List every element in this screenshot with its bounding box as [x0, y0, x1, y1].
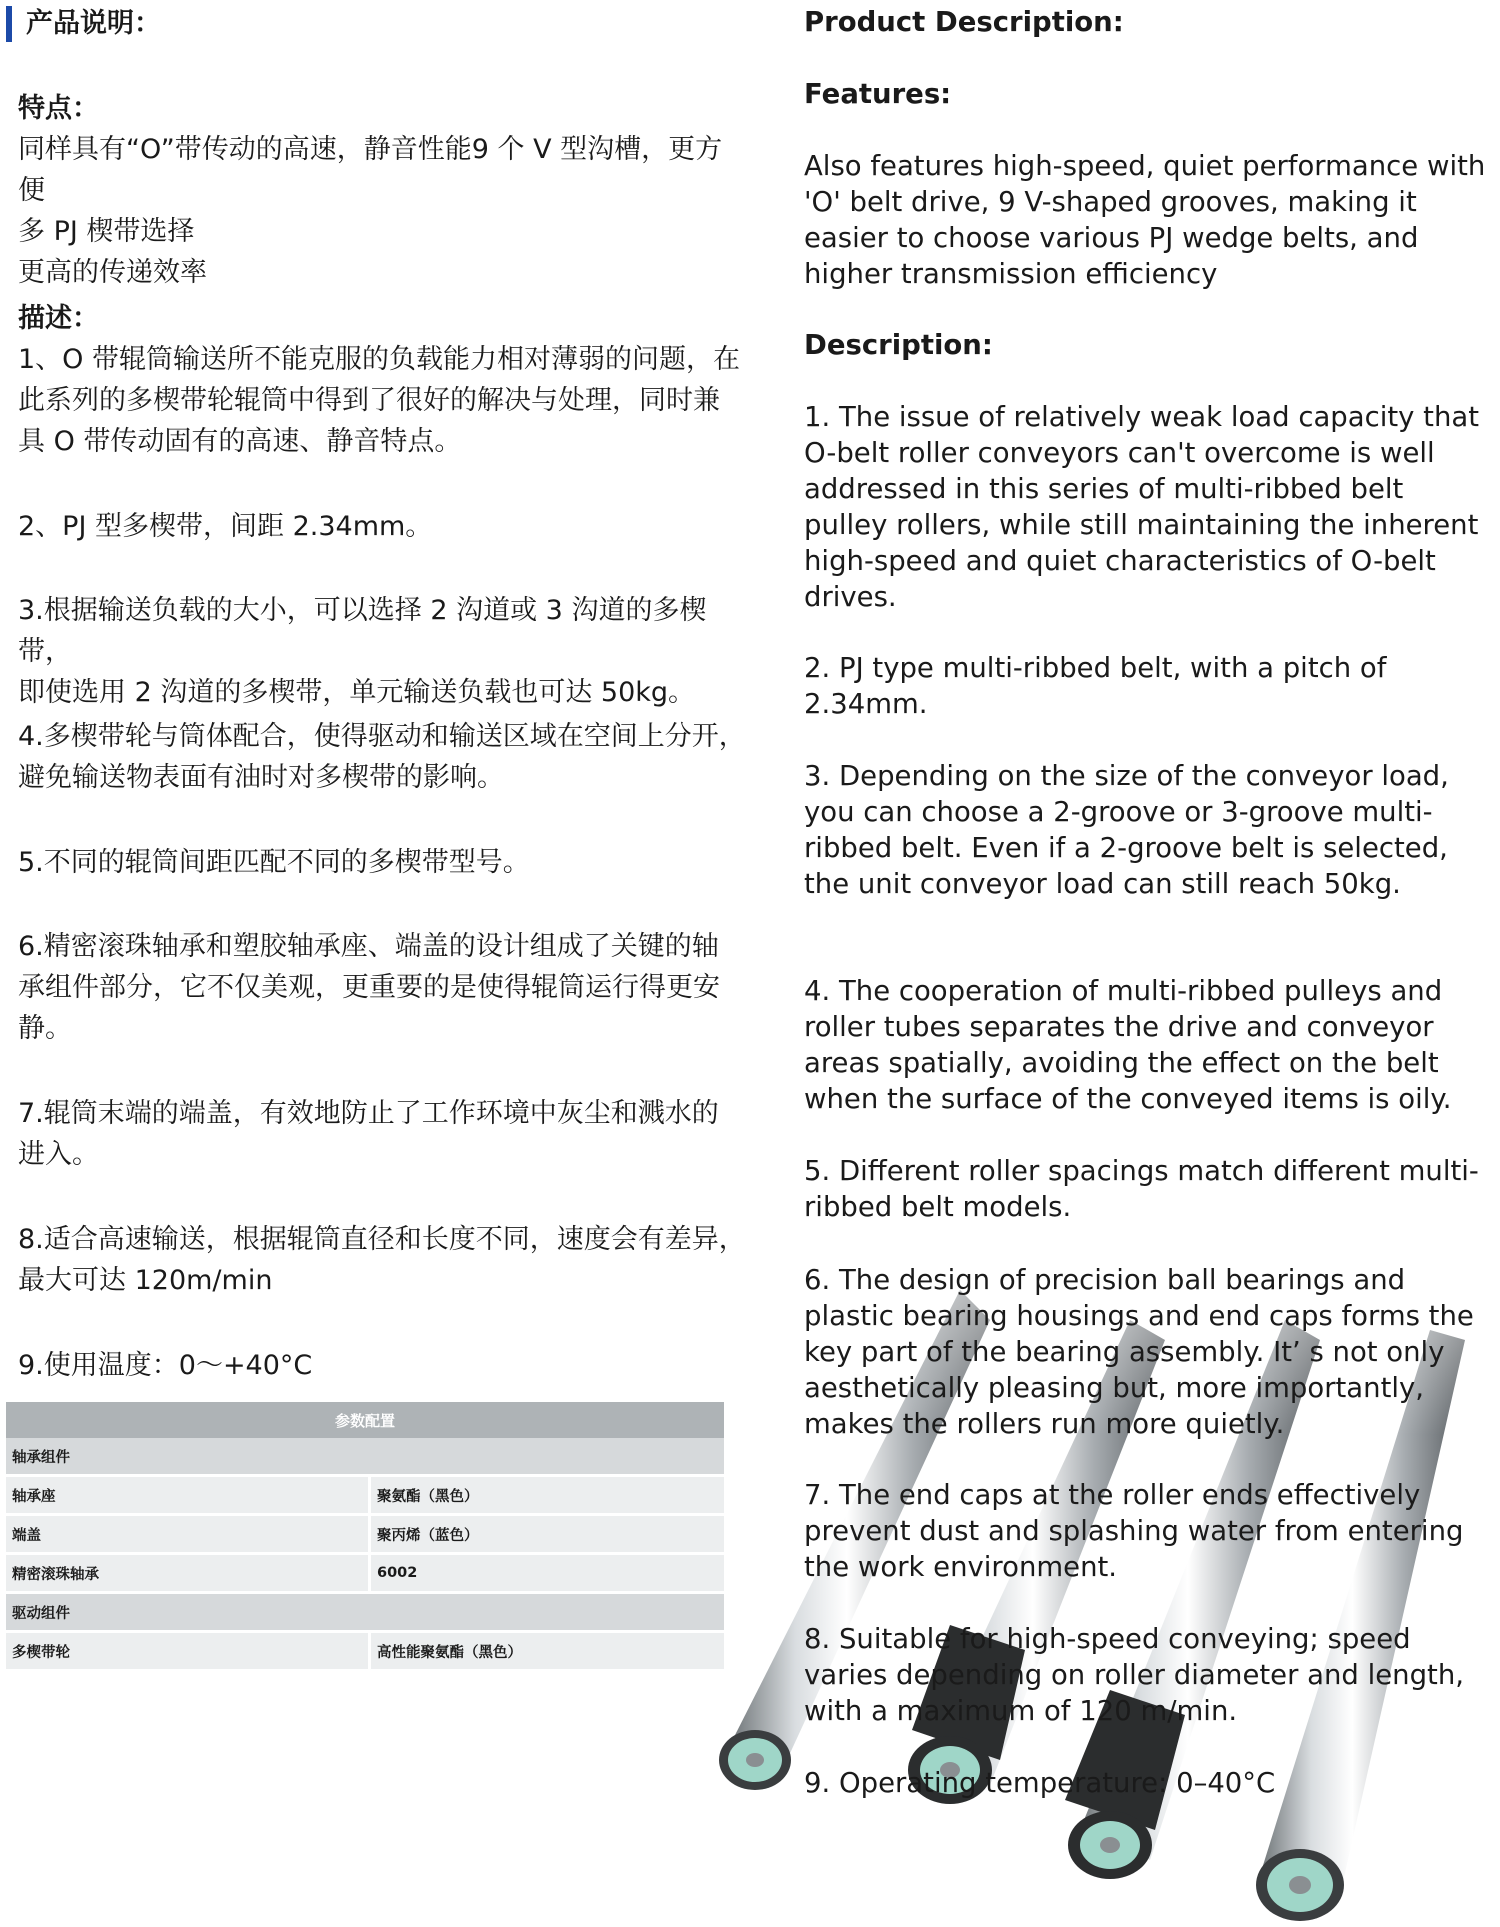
- cn-item-line: 6.精密滚珠轴承和塑胶轴承座、端盖的设计组成了关键的轴: [18, 931, 719, 962]
- table-row: [6, 1632, 724, 1671]
- en-item-1: 1. The issue of relatively weak load capacity that O-belt roller conveyors can't overcome is well addressed in this series of multi-ribbed belt pulley rollers, while still maintaining the inherent high-speed and quiet characteristics of O-belt drives.: [804, 401, 1480, 613]
- cn-features: [18, 88, 748, 293]
- cn-item-line: 静。: [18, 1013, 72, 1044]
- cn-item-line: 具 O 带传动固有的高速、静音特点。: [18, 426, 462, 457]
- cn-item-line: 2、PJ 型多楔带，间距 2.34mm。: [18, 511, 433, 542]
- cn-item-8: [18, 1219, 748, 1301]
- cn-desc-title-block: [18, 298, 748, 339]
- en-features-text: Also features high-speed, quiet performance with 'O' belt drive, 9 V-shaped grooves, making it easier to choose various PJ wedge belts, and higher transmission efficiency: [804, 150, 1486, 290]
- cn-desc-title: 描述：: [18, 303, 99, 334]
- cn-item-3: [18, 590, 748, 713]
- table-row: [6, 1554, 724, 1593]
- param-value: 6002: [370, 1554, 725, 1593]
- cn-heading: 产品说明：: [6, 6, 161, 42]
- cn-item-line: 9.使用温度：0～+40°C: [18, 1350, 313, 1381]
- cn-item-5: [18, 842, 748, 883]
- group-bearing: 轴承组件: [6, 1438, 724, 1476]
- en-desc-title: Description:: [804, 329, 993, 361]
- table-row: [6, 1476, 724, 1515]
- en-item-7: 7. The end caps at the roller ends effectively prevent dust and splashing water from entering the work environment.: [804, 1479, 1464, 1583]
- cn-item-4: [18, 716, 748, 798]
- param-table-title: 参数配置: [6, 1402, 724, 1438]
- param-table: [6, 1402, 724, 1672]
- cn-features-title: 特点：: [18, 93, 99, 124]
- cn-item-line: 1、O 带辊筒输送所不能克服的负载能力相对薄弱的问题，在: [18, 344, 741, 375]
- cn-features-line: 更高的传递效率: [18, 257, 207, 288]
- group-drive: 驱动组件: [6, 1593, 724, 1632]
- cn-features-line: 多 PJ 楔带选择: [18, 216, 195, 247]
- cn-item-2: [18, 506, 748, 547]
- en-item-9: 9. Operating temperature: 0–40°C: [804, 1767, 1276, 1799]
- en-item-3: 3. Depending on the size of the conveyor load, you can choose a 2-groove or 3-groove multi-ribbed belt. Even if a 2-groove belt is selected, the unit conveyor load can still reach 50kg.: [804, 760, 1449, 900]
- table-row: [6, 1515, 724, 1554]
- cn-item-line: 承组件部分，它不仅美观，更重要的是使得辊筒运行得更安: [18, 972, 720, 1003]
- cn-item-line: 最大可达 120m/min: [18, 1265, 273, 1296]
- param-key: 精密滚珠轴承: [6, 1554, 370, 1593]
- cn-item-line: 避免输送物表面有油时对多楔带的影响。: [18, 762, 504, 793]
- cn-item-line: 3.根据输送负载的大小，可以选择 2 沟道或 3 沟道的多楔带，: [18, 595, 707, 667]
- en-item-6: 6. The design of precision ball bearings and plastic bearing housings and end caps forms the key part of the bearing assembly. It’ s not only aesthetically pleasing but, more importantly, makes the rollers run more quietly.: [804, 1264, 1474, 1440]
- cn-item-6: [18, 926, 748, 1049]
- en-item-8: 8. Suitable for high-speed conveying; speed varies depending on roller diameter and length, with a maximum of 120 m/min.: [804, 1623, 1465, 1727]
- cn-item-line: 即使选用 2 沟道的多楔带，单元输送负载也可达 50kg。: [18, 677, 696, 708]
- cn-item-line: 进入。: [18, 1139, 99, 1170]
- cn-item-7: [18, 1093, 748, 1175]
- param-value: 聚氨酯（黑色）: [370, 1476, 725, 1515]
- en-item-2: 2. PJ type multi-ribbed belt, with a pitch of 2.34mm.: [804, 652, 1387, 720]
- cn-item-line: 此系列的多楔带轮辊筒中得到了很好的解决与处理，同时兼: [18, 385, 720, 416]
- param-key: 端盖: [6, 1515, 370, 1554]
- en-item-4: 4. The cooperation of multi-ribbed pulleys and roller tubes separates the drive and conveyor areas spatially, avoiding the effect on the belt when the surface of the conveyed items is oily.: [804, 975, 1452, 1115]
- cn-item-line: 5.不同的辊筒间距匹配不同的多楔带型号。: [18, 847, 530, 878]
- param-key: 轴承座: [6, 1476, 370, 1515]
- cn-item-line: 8.适合高速输送，根据辊筒直径和长度不同，速度会有差异，: [18, 1224, 746, 1255]
- en-item-5: 5. Different roller spacings match different multi-ribbed belt models.: [804, 1155, 1479, 1223]
- en-heading: Product Description:: [804, 6, 1124, 38]
- cn-features-line: 同样具有“O”带传动的高速，静音性能9 个 V 型沟槽，更方便: [18, 134, 723, 206]
- cn-item-line: 4.多楔带轮与筒体配合，使得驱动和输送区域在空间上分开，: [18, 721, 746, 752]
- param-value: 聚丙烯（蓝色）: [370, 1515, 725, 1554]
- cn-item-1: [18, 339, 748, 462]
- param-key: 多楔带轮: [6, 1632, 370, 1671]
- param-value: 高性能聚氨酯（黑色）: [370, 1632, 725, 1671]
- cn-item-line: 7.辊筒末端的端盖，有效地防止了工作环境中灰尘和溅水的: [18, 1098, 719, 1129]
- cn-item-9: [18, 1345, 748, 1386]
- en-features-title: Features:: [804, 78, 952, 110]
